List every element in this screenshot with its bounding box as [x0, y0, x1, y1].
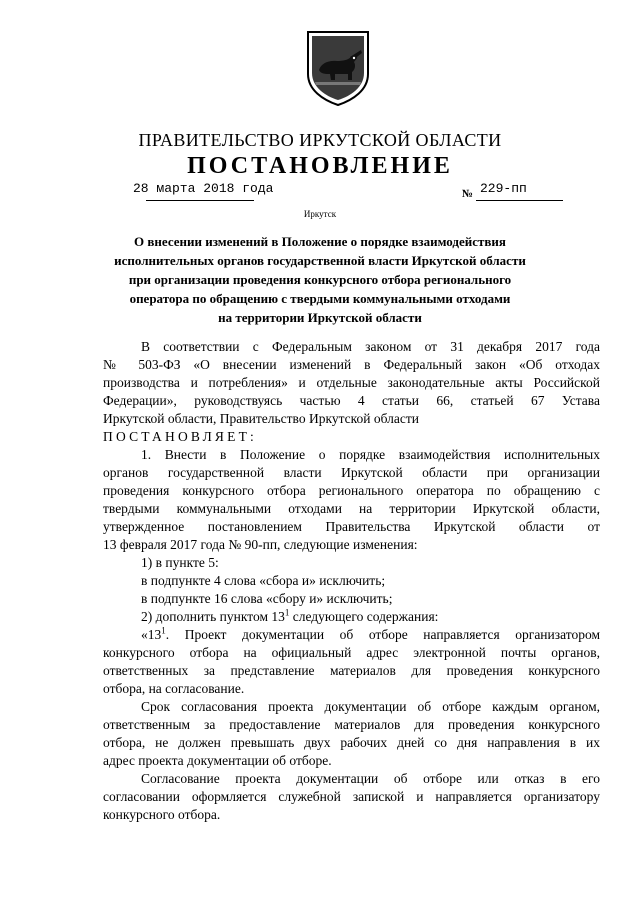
- paragraph-line: согласовании оформляется служебной запиской и направляется организатору: [103, 789, 600, 804]
- number-sign: №: [462, 188, 474, 200]
- item-line: проведения конкурсного отбора регионального оператора по обращению с: [103, 483, 600, 498]
- quote-line: отбора, на согласование.: [103, 681, 245, 696]
- paragraph-line: ответственным за предоставление материалов для проведения конкурсного: [103, 717, 600, 732]
- superscript: 1: [161, 626, 166, 636]
- subitem-line: [141, 608, 438, 626]
- item-line: твердыми коммунальными отходами на территории Иркутской области,: [103, 501, 600, 516]
- subitem-line: в подпункте 16 слова «сбору и» исключить;: [141, 591, 393, 606]
- document-date: 28 марта 2018 года: [133, 181, 274, 196]
- item-line: утвержденное постановлением Правительства Иркутской области от: [103, 519, 600, 534]
- superscript: 1: [284, 607, 290, 618]
- document-title: [110, 232, 530, 327]
- preamble-line: В соответствии с Федеральным законом от 31 декабря 2017 года: [141, 339, 600, 354]
- paragraph-line: конкурсного отбора.: [103, 807, 221, 822]
- paragraph-line: адрес проекта документации об отборе.: [103, 753, 332, 768]
- paragraph-line: отбора, не должен превышать двух рабочих дней со дня направления в их: [103, 735, 600, 750]
- title-line: при организации проведения конкурсного отбора регионального: [128, 272, 512, 287]
- title-line: О внесении изменений в Положение о порядке взаимодействия: [134, 234, 506, 249]
- subitem-text: следующего содержания:: [289, 609, 439, 624]
- paragraph-line: Срок согласования проекта документации об отборе каждым органом,: [141, 699, 600, 714]
- government-name: ПРАВИТЕЛЬСТВО ИРКУТСКОЙ ОБЛАСТИ: [138, 130, 502, 150]
- city-name: Иркутск: [303, 209, 337, 219]
- document-type: ПОСТАНОВЛЕНИЕ: [187, 153, 453, 179]
- number-underline: [476, 200, 563, 201]
- preamble-line: № 503-ФЗ «О внесении изменений в Федеральный закон «Об отходах: [103, 357, 600, 372]
- date-underline: [146, 200, 254, 201]
- preamble-line: Иркутской области, Правительство Иркутской области: [103, 411, 419, 426]
- title-line: исполнительных органов государственной власти Иркутской области: [114, 253, 526, 268]
- item-line: 1. Внести в Положение о порядке взаимодействия исполнительных: [141, 447, 600, 462]
- subitem-text: 2) дополнить пунктом 13: [141, 609, 285, 624]
- quote-line: ответственных за представление материалов для проведения конкурсного: [103, 663, 600, 678]
- quote-text: «13: [141, 627, 162, 642]
- quote-line: конкурсного отбора на официальный адрес электронной почты органов,: [103, 645, 600, 660]
- preamble-line: Федерации», руководствуясь частью 4 статьи 66, статьей 67 Устава: [103, 393, 600, 408]
- title-line: оператора по обращению с твердыми коммунальными отходами: [129, 291, 511, 306]
- quote-line: [141, 626, 600, 644]
- title-line: на территории Иркутской области: [218, 310, 422, 325]
- decree-word: ПОСТАНОВЛЯЕТ:: [103, 429, 257, 444]
- item-line: 13 февраля 2017 года № 90-пп, следующие изменения:: [103, 537, 418, 552]
- item-line: органов государственной власти Иркутской области при организации: [103, 465, 600, 480]
- coat-of-arms-icon: [305, 30, 371, 106]
- quote-text: . Проект документации об отборе направляется организатором: [165, 627, 600, 642]
- document-number: 229-пп: [480, 181, 527, 196]
- subitem-line: в подпункте 4 слова «сбора и» исключить;: [141, 573, 386, 588]
- paragraph-line: Согласование проекта документации об отборе или отказ в его: [141, 771, 600, 786]
- preamble-line: производства и потребления» и отдельные законодательные акты Российской: [103, 375, 600, 390]
- subitem-line: 1) в пункте 5:: [141, 555, 219, 570]
